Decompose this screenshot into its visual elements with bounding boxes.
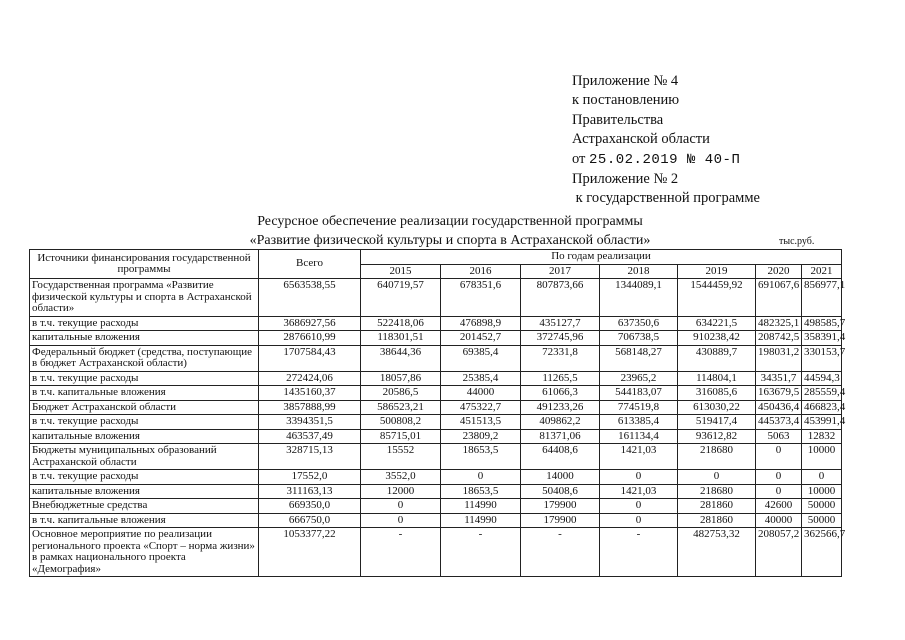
row-year-value: 85715,01: [361, 429, 441, 444]
row-year-value: 14000: [521, 470, 600, 485]
row-year-value: 44000: [441, 386, 521, 401]
row-year-value: 61066,3: [521, 386, 600, 401]
row-year-value: 568148,27: [600, 345, 678, 371]
row-year-value: 1421,03: [600, 484, 678, 499]
row-total: 1053377,22: [259, 528, 361, 577]
row-total: 1707584,43: [259, 345, 361, 371]
row-year-value: 522418,06: [361, 316, 441, 331]
row-year-value: 910238,42: [678, 331, 756, 346]
row-year-value: 161134,4: [600, 429, 678, 444]
row-year-value: 430889,7: [678, 345, 756, 371]
row-total: 2876610,99: [259, 331, 361, 346]
row-year-value: 42600: [756, 499, 802, 514]
table-row: [30, 386, 842, 401]
row-year-value: 69385,4: [441, 345, 521, 371]
row-year-value: 218680: [678, 484, 756, 499]
row-source: в т.ч. текущие расходы: [30, 316, 259, 331]
resource-table: [29, 249, 846, 577]
row-source: капитальные вложения: [30, 429, 259, 444]
header-line: к государственной программе: [572, 190, 760, 207]
row-year-value: 640719,57: [361, 279, 441, 317]
row-source: в т.ч. капитальные вложения: [30, 513, 259, 528]
row-total: 328715,13: [259, 444, 361, 470]
row-year-value: 774519,8: [600, 400, 678, 415]
row-year-value: 198031,2: [756, 345, 802, 371]
row-year-value: 1544459,92: [678, 279, 756, 317]
row-year-value: 64408,6: [521, 444, 600, 470]
units-label: тыс.руб.: [779, 236, 815, 247]
row-source: в т.ч. текущие расходы: [30, 371, 259, 386]
row-total: 3394351,5: [259, 415, 361, 430]
row-year-value: 281860: [678, 499, 756, 514]
row-year-value: 613030,22: [678, 400, 756, 415]
row-year-value: 50408,6: [521, 484, 600, 499]
row-year-value: 114990: [441, 513, 521, 528]
row-year-value: 450436,4: [756, 400, 802, 415]
row-year-value: 451513,5: [441, 415, 521, 430]
row-year-value: 281860: [678, 513, 756, 528]
row-year-value: 114990: [441, 499, 521, 514]
row-year-value: -: [600, 528, 678, 577]
table-row: [30, 513, 842, 528]
row-year-value: 372745,96: [521, 331, 600, 346]
row-year-value: 179900: [521, 499, 600, 514]
row-source: капитальные вложения: [30, 484, 259, 499]
row-source: в т.ч. капитальные вложения: [30, 386, 259, 401]
row-year-value: 476898,9: [441, 316, 521, 331]
header-year: 2019: [678, 264, 756, 279]
row-year-value: 10000: [802, 444, 842, 470]
row-year-value: 500808,2: [361, 415, 441, 430]
table-body: [30, 279, 846, 577]
row-year-value: 38644,36: [361, 345, 441, 371]
row-year-value: 678351,6: [441, 279, 521, 317]
header-source: Источники финансирования государственной программы: [30, 250, 259, 279]
row-total: 17552,0: [259, 470, 361, 485]
row-year-value: 201452,7: [441, 331, 521, 346]
date-stamp: 25.02.2019 № 40-П: [589, 151, 741, 168]
row-year-value: 163679,5: [756, 386, 802, 401]
row-year-value: 519417,4: [678, 415, 756, 430]
header-years-group: По годам реализации: [361, 250, 842, 265]
row-year-value: 482325,1: [756, 316, 802, 331]
row-total: 1435160,37: [259, 386, 361, 401]
row-year-value: 11265,5: [521, 371, 600, 386]
row-year-value: 691067,6: [756, 279, 802, 317]
header-line: Астраханской области: [572, 131, 710, 148]
table-row: [30, 484, 842, 499]
row-year-value: 409862,2: [521, 415, 600, 430]
row-year-value: 50000: [802, 499, 842, 514]
row-year-value: 23965,2: [600, 371, 678, 386]
row-year-value: -: [441, 528, 521, 577]
row-year-value: 445373,4: [756, 415, 802, 430]
row-year-value: 0: [441, 470, 521, 485]
row-year-value: 0: [361, 513, 441, 528]
row-year-value: 118301,51: [361, 331, 441, 346]
row-year-value: 634221,5: [678, 316, 756, 331]
row-year-value: 435127,7: [521, 316, 600, 331]
row-year-value: 12832: [802, 429, 842, 444]
table-row: [30, 400, 842, 415]
row-year-value: 491233,26: [521, 400, 600, 415]
row-year-value: 3552,0: [361, 470, 441, 485]
row-year-value: -: [361, 528, 441, 577]
row-year-value: 637350,6: [600, 316, 678, 331]
row-source: Внебюджетные средства: [30, 499, 259, 514]
row-year-value: 44594,3: [802, 371, 842, 386]
title-line-1: Ресурсное обеспечение реализации государственной программы: [257, 214, 643, 229]
table-row: [30, 415, 842, 430]
row-year-value: 1421,03: [600, 444, 678, 470]
row-year-value: 12000: [361, 484, 441, 499]
header-year: 2020: [756, 264, 802, 279]
table-row: [30, 331, 842, 346]
row-year-value: 0: [600, 470, 678, 485]
row-year-value: 10000: [802, 484, 842, 499]
row-total: 6563538,55: [259, 279, 361, 317]
header-line: к постановлению: [572, 92, 680, 109]
row-year-value: 362566,7: [802, 528, 842, 577]
header-year: 2017: [521, 264, 600, 279]
appendix-header: [572, 72, 760, 209]
header-year: 2021: [802, 264, 842, 279]
row-year-value: 475322,7: [441, 400, 521, 415]
table-row: [30, 470, 842, 485]
row-year-value: 218680: [678, 444, 756, 470]
row-year-value: 856977,1: [802, 279, 842, 317]
row-year-value: 1344089,1: [600, 279, 678, 317]
header-year: 2018: [600, 264, 678, 279]
row-year-value: 466823,4: [802, 400, 842, 415]
row-year-value: 544183,07: [600, 386, 678, 401]
row-year-value: 0: [756, 444, 802, 470]
row-year-value: 330153,7: [802, 345, 842, 371]
header-year: 2016: [441, 264, 521, 279]
table-row: [30, 444, 842, 470]
table-row: [30, 371, 842, 386]
row-source: Государственная программа «Развитие физической культуры и спорта в Астраханской области»: [30, 279, 259, 317]
row-year-value: 50000: [802, 513, 842, 528]
row-source: Бюджет Астраханской области: [30, 400, 259, 415]
row-total: 669350,0: [259, 499, 361, 514]
row-year-value: 18653,5: [441, 484, 521, 499]
row-source: в т.ч. текущие расходы: [30, 470, 259, 485]
row-total: 3686927,56: [259, 316, 361, 331]
row-year-value: 285559,4: [802, 386, 842, 401]
row-year-value: 586523,21: [361, 400, 441, 415]
table-row: [30, 316, 842, 331]
header-line: Приложение № 2: [572, 171, 679, 188]
row-source: Бюджеты муниципальных образований Астраханской области: [30, 444, 259, 470]
row-year-value: 18057,86: [361, 371, 441, 386]
header-line: Правительства: [572, 111, 664, 128]
row-total: 463537,49: [259, 429, 361, 444]
row-year-value: 25385,4: [441, 371, 521, 386]
row-total: 3857888,99: [259, 400, 361, 415]
header-date-line: [572, 150, 760, 170]
row-year-value: 358391,4: [802, 331, 842, 346]
date-prefix: от: [572, 150, 590, 167]
row-year-value: 0: [600, 513, 678, 528]
row-year-value: 0: [756, 470, 802, 485]
row-year-value: 20586,5: [361, 386, 441, 401]
row-year-value: 316085,6: [678, 386, 756, 401]
table-row: [30, 528, 842, 577]
row-year-value: 81371,06: [521, 429, 600, 444]
row-year-value: 0: [600, 499, 678, 514]
row-source: капитальные вложения: [30, 331, 259, 346]
row-year-value: 93612,82: [678, 429, 756, 444]
row-source: Федеральный бюджет (средства, поступающие в бюджет Астраханской области): [30, 345, 259, 371]
row-year-value: 482753,32: [678, 528, 756, 577]
row-year-value: 15552: [361, 444, 441, 470]
table-row: [30, 345, 842, 371]
row-year-value: 0: [802, 470, 842, 485]
row-year-value: 453991,4: [802, 415, 842, 430]
row-year-value: 208742,5: [756, 331, 802, 346]
title-line-2: «Развитие физической культуры и спорта в Астраханской области»: [249, 233, 651, 248]
row-year-value: 807873,66: [521, 279, 600, 317]
table-row: [30, 279, 842, 317]
row-total: 311163,13: [259, 484, 361, 499]
row-year-value: 179900: [521, 513, 600, 528]
row-year-value: 706738,5: [600, 331, 678, 346]
row-total: 666750,0: [259, 513, 361, 528]
row-year-value: 0: [678, 470, 756, 485]
row-year-value: 208057,2: [756, 528, 802, 577]
row-year-value: 40000: [756, 513, 802, 528]
row-year-value: 34351,7: [756, 371, 802, 386]
row-year-value: 5063: [756, 429, 802, 444]
row-year-value: 0: [361, 499, 441, 514]
header-total: Всего: [259, 250, 361, 279]
row-year-value: -: [521, 528, 600, 577]
row-year-value: 498585,7: [802, 316, 842, 331]
row-total: 272424,06: [259, 371, 361, 386]
header-year: 2015: [361, 264, 441, 279]
header-line: Приложение № 4: [572, 73, 679, 89]
table-row: [30, 429, 842, 444]
row-year-value: 18653,5: [441, 444, 521, 470]
row-year-value: 114804,1: [678, 371, 756, 386]
row-year-value: 23809,2: [441, 429, 521, 444]
row-year-value: 0: [756, 484, 802, 499]
row-source: Основное мероприятие по реализации регионального проекта «Спорт – норма жизни» в рамках национального проекта «Демография»: [30, 528, 259, 577]
row-source: в т.ч. текущие расходы: [30, 415, 259, 430]
row-year-value: 613385,4: [600, 415, 678, 430]
row-year-value: 72331,8: [521, 345, 600, 371]
table-row: [30, 499, 842, 514]
